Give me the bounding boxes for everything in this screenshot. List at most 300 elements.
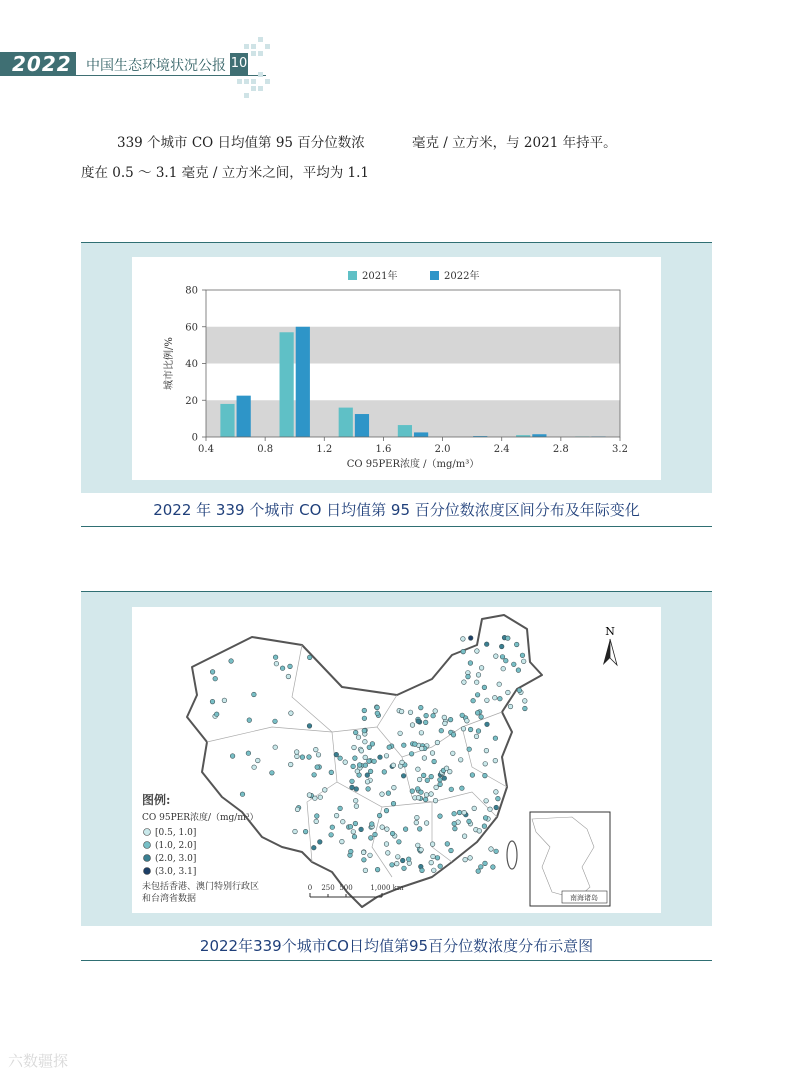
- city-dot: [482, 685, 487, 690]
- city-dot: [494, 805, 499, 810]
- city-dot: [273, 719, 278, 724]
- legend-label-2021年: 2021年: [362, 271, 398, 282]
- city-dot: [416, 767, 421, 772]
- city-dot: [425, 778, 430, 783]
- x-tick-label-0.8: 0.8: [257, 444, 274, 455]
- city-dot: [445, 842, 450, 847]
- city-dot: [493, 758, 498, 763]
- city-dot: [423, 720, 428, 725]
- y-axis-label: 城市比例/%: [164, 337, 175, 390]
- city-dot: [433, 798, 438, 803]
- city-dot: [438, 782, 443, 787]
- city-dot: [435, 740, 440, 745]
- city-dot: [483, 816, 488, 821]
- city-dot: [468, 856, 473, 861]
- city-dot: [489, 847, 494, 852]
- city-dot: [483, 773, 488, 778]
- legend-note-2: 和台湾省数据: [142, 894, 197, 904]
- city-dot: [449, 848, 454, 853]
- city-dot: [462, 810, 467, 815]
- city-dot: [318, 795, 323, 800]
- city-dot: [363, 868, 368, 873]
- city-dot: [307, 655, 312, 660]
- map-caption: 2022年339个城市CO日均值第95百分位数浓度分布示意图: [199, 937, 594, 955]
- city-dot: [429, 860, 434, 865]
- city-dot: [461, 649, 466, 654]
- city-dot: [307, 793, 312, 798]
- city-dot: [438, 778, 443, 783]
- city-dot: [451, 733, 456, 738]
- header-rule: [76, 75, 266, 76]
- city-dot: [365, 773, 370, 778]
- city-dot: [352, 834, 357, 839]
- city-dot: [329, 770, 334, 775]
- city-dot: [472, 806, 477, 811]
- city-dot: [338, 756, 343, 761]
- city-dot: [475, 693, 480, 698]
- grid-band-40-60: [206, 327, 620, 364]
- y-tick-label-40: 40: [185, 359, 198, 370]
- scale-1000: 1,000 km: [370, 884, 404, 892]
- city-dot: [421, 773, 426, 778]
- city-dot: [434, 785, 439, 790]
- south-china-sea-inset: [530, 812, 610, 906]
- chart-frame: [132, 257, 661, 480]
- city-dot: [497, 682, 502, 687]
- city-dot: [372, 759, 377, 764]
- city-dot: [474, 680, 479, 685]
- city-dot: [491, 865, 496, 870]
- city-dot: [303, 829, 308, 834]
- city-dot: [356, 735, 361, 740]
- city-dot: [348, 824, 353, 829]
- city-dot: [496, 796, 501, 801]
- city-dot: [222, 698, 227, 703]
- city-dot: [307, 724, 312, 729]
- legend-swatch-2021年: [348, 271, 357, 280]
- city-dot: [401, 774, 406, 779]
- city-dot: [452, 811, 457, 816]
- city-dot: [483, 861, 488, 866]
- city-dot: [386, 791, 391, 796]
- city-dot: [442, 776, 447, 781]
- city-dot: [467, 819, 472, 824]
- watermark-text: 六数疆探: [8, 1052, 69, 1070]
- x-tick-label-2.4: 2.4: [493, 444, 510, 455]
- city-dot: [435, 856, 440, 861]
- city-dot: [340, 839, 345, 844]
- city-dot: [416, 795, 421, 800]
- city-dot: [400, 760, 405, 765]
- city-dot: [351, 764, 356, 769]
- taiwan-outline: [507, 841, 517, 869]
- city-dot: [444, 766, 449, 771]
- city-dot: [295, 807, 300, 812]
- city-dot: [419, 848, 424, 853]
- city-dot: [461, 637, 466, 642]
- bar-2021-1: [280, 332, 294, 437]
- city-dot: [380, 825, 385, 830]
- city-dot: [422, 756, 427, 761]
- city-dot: [475, 711, 480, 716]
- city-dot: [274, 661, 279, 666]
- bar-2022-3: [414, 432, 428, 437]
- city-dot: [462, 680, 467, 685]
- city-dot: [313, 796, 318, 801]
- y-tick-label-0: 0: [191, 432, 198, 444]
- city-dot: [406, 857, 411, 862]
- city-dot: [359, 827, 364, 832]
- city-dot: [363, 739, 368, 744]
- city-dot: [289, 711, 294, 716]
- city-dot: [500, 655, 505, 660]
- city-dot: [438, 864, 443, 869]
- scale-500: 500: [339, 884, 353, 892]
- city-dot: [334, 813, 339, 818]
- city-dot: [493, 736, 498, 741]
- city-dot: [341, 819, 346, 824]
- city-dot: [380, 792, 385, 797]
- bar-chart: [132, 257, 661, 480]
- city-dot: [442, 715, 447, 720]
- city-dot: [396, 855, 401, 860]
- city-dot: [471, 698, 476, 703]
- city-dot: [398, 731, 403, 736]
- city-dot: [439, 728, 444, 733]
- bar-2022-1: [296, 327, 310, 437]
- city-dot: [409, 752, 414, 757]
- city-dot: [438, 814, 443, 819]
- map-outline: [187, 615, 542, 907]
- city-dot: [483, 762, 488, 767]
- city-dot: [230, 754, 235, 759]
- city-dot: [493, 695, 498, 700]
- city-dot: [369, 836, 374, 841]
- city-dot: [392, 785, 397, 790]
- city-dot: [484, 748, 489, 753]
- city-dot: [397, 840, 402, 845]
- city-dot: [449, 787, 454, 792]
- x-tick-label-0.4: 0.4: [198, 444, 214, 455]
- city-dot: [461, 727, 466, 732]
- legend-item-3: (2.0, 3.0]: [155, 854, 197, 864]
- city-dot: [286, 674, 291, 679]
- city-dot: [334, 752, 339, 757]
- city-dot: [516, 668, 521, 673]
- legend-swatch-3: [144, 855, 151, 862]
- city-dot: [419, 746, 424, 751]
- city-dot: [355, 769, 360, 774]
- city-dot: [390, 831, 395, 836]
- city-dot: [312, 773, 317, 778]
- grid-band-0-20: [206, 400, 620, 437]
- city-dot: [410, 723, 415, 728]
- legend-item-2: (1.0, 2.0]: [155, 841, 197, 851]
- city-dot: [373, 832, 378, 837]
- city-dot: [476, 673, 481, 678]
- city-dot: [375, 711, 380, 716]
- city-dot: [476, 729, 481, 734]
- city-dot: [252, 692, 257, 697]
- city-dot: [229, 659, 234, 664]
- city-dot: [460, 713, 465, 718]
- city-dot: [424, 713, 429, 718]
- city-dot: [417, 777, 422, 782]
- city-dot: [479, 865, 484, 870]
- city-dot: [408, 710, 413, 715]
- city-dot: [485, 698, 490, 703]
- city-dot: [484, 642, 489, 647]
- city-dot: [474, 734, 479, 739]
- city-dot: [295, 754, 300, 759]
- y-tick-label-20: 20: [185, 395, 198, 407]
- city-dot: [414, 820, 419, 825]
- city-dot: [431, 854, 436, 859]
- city-dot: [353, 756, 358, 761]
- x-tick-label-2.8: 2.8: [552, 444, 569, 455]
- city-dot: [300, 755, 305, 760]
- city-dot: [451, 751, 456, 756]
- city-dot: [458, 758, 463, 763]
- city-dot: [366, 787, 371, 792]
- city-dot: [354, 787, 359, 792]
- city-dot: [247, 718, 252, 723]
- city-dot: [351, 830, 356, 835]
- city-dot: [424, 821, 429, 826]
- legend-swatch-1: [144, 829, 151, 836]
- city-dot: [520, 653, 525, 658]
- city-dot: [417, 827, 422, 832]
- city-dot: [314, 819, 319, 824]
- city-dot: [318, 840, 323, 845]
- city-dot: [273, 745, 278, 750]
- city-dot: [403, 827, 408, 832]
- city-dot: [432, 759, 437, 764]
- city-dot: [312, 845, 317, 850]
- city-dot: [494, 790, 499, 795]
- city-dot: [353, 821, 358, 826]
- city-dot: [386, 851, 391, 856]
- city-dot: [506, 690, 511, 695]
- city-dot: [501, 666, 506, 671]
- city-dot: [470, 773, 475, 778]
- city-dot: [363, 755, 368, 760]
- city-dot: [315, 814, 320, 819]
- city-dot: [368, 769, 373, 774]
- city-dot: [467, 747, 472, 752]
- city-dot: [419, 731, 424, 736]
- scale-0: 0: [307, 884, 313, 892]
- legend-swatch-2022年: [430, 271, 439, 280]
- city-dot: [210, 699, 215, 704]
- legend-swatch-4: [144, 868, 151, 875]
- city-dot: [385, 827, 390, 832]
- city-dot: [352, 745, 357, 750]
- city-dot: [499, 644, 504, 649]
- city-dot: [416, 719, 421, 724]
- city-dot: [375, 705, 380, 710]
- city-dot: [523, 706, 528, 711]
- legend-swatch-2: [144, 842, 151, 849]
- city-dot: [506, 636, 511, 641]
- city-dot: [384, 754, 389, 759]
- legend-note-1: 未包括香港、澳门特别行政区: [142, 882, 260, 892]
- city-dot: [400, 858, 405, 863]
- city-dot: [433, 709, 438, 714]
- north-label: N: [605, 625, 615, 638]
- city-dot: [382, 770, 387, 775]
- city-dot: [431, 713, 436, 718]
- city-dot: [479, 715, 484, 720]
- city-dot: [213, 676, 218, 681]
- city-dot: [338, 806, 343, 811]
- city-dot: [512, 662, 517, 667]
- city-dot: [468, 727, 473, 732]
- city-dot: [468, 661, 473, 666]
- city-dot: [420, 868, 425, 873]
- city-dot: [362, 728, 367, 733]
- city-dot: [443, 721, 448, 726]
- city-dot: [370, 822, 375, 827]
- body-text-line1a: 339 个城市 CO 日均值第 95 百分位数浓: [117, 135, 365, 151]
- x-tick-label-3.2: 3.2: [612, 444, 628, 455]
- city-dot: [353, 730, 358, 735]
- city-dot: [413, 742, 418, 747]
- city-dot: [367, 759, 372, 764]
- city-dot: [488, 807, 493, 812]
- city-dot: [429, 792, 434, 797]
- x-axis-label: CO 95PER浓度 /（mg/m³）: [346, 459, 480, 470]
- city-dot: [363, 763, 368, 768]
- city-dot: [368, 853, 373, 858]
- legend-title: 图例:: [142, 793, 171, 807]
- city-dot: [460, 786, 465, 791]
- city-dot: [387, 745, 392, 750]
- city-dot: [353, 798, 358, 803]
- city-dot: [391, 801, 396, 806]
- city-dot: [476, 869, 481, 874]
- chart-caption: 2022 年 339 个城市 CO 日均值第 95 百分位数浓度区间分布及年际变化: [153, 501, 640, 519]
- figure2-bottom-rule: [81, 960, 712, 961]
- city-dot: [410, 789, 415, 794]
- city-dot: [361, 850, 366, 855]
- city-dot: [430, 842, 435, 847]
- city-dot: [316, 753, 321, 758]
- city-dot: [494, 654, 499, 659]
- city-dot: [419, 705, 424, 710]
- city-dot: [514, 642, 519, 647]
- header-title: 中国生态环境状况公报: [86, 58, 226, 74]
- city-dot: [399, 709, 404, 714]
- city-dot: [424, 793, 429, 798]
- city-dot: [288, 762, 293, 767]
- city-dot: [457, 810, 462, 815]
- city-dot: [475, 649, 480, 654]
- page-number: 10: [230, 53, 248, 75]
- legend-subtitle: CO 95PER浓度/（mg/m³）: [142, 813, 259, 823]
- city-dot: [462, 834, 467, 839]
- city-dot: [240, 792, 245, 797]
- city-dot: [419, 790, 424, 795]
- legend-item-4: (3.0, 3.1]: [155, 867, 197, 877]
- city-dot: [252, 765, 257, 770]
- inset-label: 南海诸岛: [570, 894, 598, 902]
- bar-2021-3: [398, 425, 412, 437]
- body-text-line1b: 毫克 / 立方米，与 2021 年持平。: [412, 135, 617, 151]
- city-dot: [523, 699, 528, 704]
- city-dot: [246, 751, 251, 756]
- city-dot: [432, 868, 437, 873]
- city-dot: [504, 658, 509, 663]
- x-tick-label-1.6: 1.6: [375, 444, 392, 455]
- city-dot: [293, 829, 298, 834]
- city-dot: [365, 780, 370, 785]
- city-dot: [307, 755, 312, 760]
- city-dot: [517, 688, 522, 693]
- city-dot: [466, 674, 471, 679]
- scale-250: 250: [321, 884, 335, 892]
- city-dot: [484, 799, 489, 804]
- city-dot: [423, 797, 428, 802]
- figure1-bottom-rule: [81, 526, 712, 527]
- city-dot: [362, 708, 367, 713]
- city-dot: [323, 788, 328, 793]
- city-dot: [521, 659, 526, 664]
- city-dot: [452, 821, 457, 826]
- y-tick-label-80: 80: [185, 285, 198, 297]
- china-map: [132, 607, 661, 913]
- city-dot: [508, 704, 513, 709]
- city-dot: [288, 664, 293, 669]
- city-dot: [477, 829, 482, 834]
- city-dot: [349, 849, 354, 854]
- x-tick-label-2.0: 2.0: [434, 444, 451, 455]
- city-dot: [384, 842, 389, 847]
- city-dot: [354, 804, 359, 809]
- city-dot: [384, 808, 389, 813]
- city-dot: [377, 813, 382, 818]
- city-dot: [415, 815, 420, 820]
- city-dot: [485, 722, 490, 727]
- city-dot: [315, 765, 320, 770]
- city-dot: [357, 763, 362, 768]
- city-dot: [330, 825, 335, 830]
- city-dot: [329, 833, 334, 838]
- city-dot: [468, 636, 473, 641]
- bar-2022-2: [355, 414, 369, 437]
- legend-label-2022年: 2022年: [444, 271, 480, 282]
- x-tick-label-1.2: 1.2: [316, 444, 333, 455]
- city-dot: [391, 763, 396, 768]
- city-dot: [362, 858, 367, 863]
- city-dot: [214, 712, 219, 717]
- city-dot: [482, 824, 487, 829]
- city-dot: [273, 655, 278, 660]
- city-dot: [463, 857, 468, 862]
- city-dot: [448, 717, 453, 722]
- city-dot: [350, 779, 355, 784]
- bar-2021-0: [220, 404, 234, 437]
- bar-2022-0: [237, 396, 251, 437]
- legend-item-1: [0.5, 1.0]: [155, 828, 197, 838]
- city-dot: [210, 670, 215, 675]
- city-dot: [370, 742, 375, 747]
- city-dot: [453, 826, 458, 831]
- city-dot: [402, 866, 407, 871]
- city-dot: [430, 751, 435, 756]
- bar-2022-5: [532, 434, 546, 437]
- city-dot: [429, 774, 434, 779]
